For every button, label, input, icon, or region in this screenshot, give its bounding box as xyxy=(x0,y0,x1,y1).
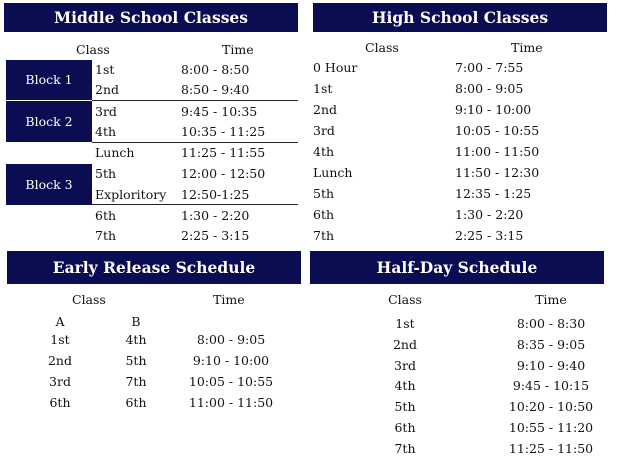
early-row-a: 6th xyxy=(49,395,71,410)
high-row-class: 1st xyxy=(313,81,333,96)
high-row-time: 9:10 - 10:00 xyxy=(455,102,532,117)
early-row-b: 5th xyxy=(125,353,147,368)
half-day-header xyxy=(310,251,604,284)
high-row-class: 4th xyxy=(313,144,335,159)
early-row-a: 1st xyxy=(50,332,70,347)
middle-row-time: 9:45 - 10:35 xyxy=(181,104,258,119)
high-row-class: Lunch xyxy=(313,165,353,180)
middle-row-class: 3rd xyxy=(95,104,117,119)
half-row-class: 1st xyxy=(395,316,415,331)
middle-row-class: 7th xyxy=(95,228,117,243)
middle-row-class: 1st xyxy=(95,62,115,77)
block-1-divider xyxy=(92,100,298,101)
half-row-time: 10:55 - 11:20 xyxy=(508,420,594,435)
middle-class-header: Class xyxy=(76,42,110,57)
high-row-class: 2nd xyxy=(313,102,338,117)
high-row-class: 6th xyxy=(313,207,335,222)
block-2-label: Block 2 xyxy=(6,101,92,142)
high-row-class: 7th xyxy=(313,228,335,243)
middle-row-class: 2nd xyxy=(95,82,120,97)
block-1-label: Block 1 xyxy=(6,60,92,100)
high-row-class: 3rd xyxy=(313,123,335,138)
middle-row-time: 11:25 - 11:55 xyxy=(181,145,266,160)
middle-row-time: 12:00 - 12:50 xyxy=(181,166,266,181)
half-row-time: 9:45 - 10:15 xyxy=(512,378,590,393)
early-row-b: 4th xyxy=(125,332,147,347)
middle-school-title: Middle School Classes xyxy=(53,8,249,27)
half-row-time: 8:35 - 9:05 xyxy=(516,337,586,352)
early-row-a: 3rd xyxy=(49,374,71,389)
block-3-label: Block 3 xyxy=(6,164,92,205)
middle-row-class: Exploritory xyxy=(95,187,167,202)
middle-row-class: 4th xyxy=(95,124,117,139)
middle-row-time: 1:30 - 2:20 xyxy=(181,208,250,223)
early-row-time: 11:00 - 11:50 xyxy=(188,395,274,410)
half-row-class: 4th xyxy=(394,378,416,393)
half-row-class: 2nd xyxy=(392,337,417,352)
half-row-time: 8:00 - 8:30 xyxy=(516,316,586,331)
high-row-time: 10:05 - 10:55 xyxy=(455,123,540,138)
block-2-divider xyxy=(92,142,298,143)
high-row-class: 5th xyxy=(313,186,335,201)
early-class-header: Class xyxy=(72,292,106,307)
middle-row-time: 8:50 - 9:40 xyxy=(181,82,250,97)
early-col-b-header: B xyxy=(131,314,141,329)
high-row-time: 8:00 - 9:05 xyxy=(455,81,524,96)
early-release-header xyxy=(7,251,301,284)
early-row-time: 9:10 - 10:00 xyxy=(192,353,270,368)
early-time-header: Time xyxy=(213,292,245,307)
half-row-time: 10:20 - 10:50 xyxy=(508,399,594,414)
high-row-time: 12:35 - 1:25 xyxy=(455,186,532,201)
high-row-class: 0 Hour xyxy=(313,60,358,75)
early-row-b: 6th xyxy=(125,395,147,410)
high-time-header: Time xyxy=(511,40,543,55)
early-row-b: 7th xyxy=(125,374,147,389)
half-time-header: Time xyxy=(535,292,567,307)
half-row-time: 9:10 - 9:40 xyxy=(516,358,586,373)
early-row-time: 8:00 - 9:05 xyxy=(196,332,266,347)
high-row-time: 11:00 - 11:50 xyxy=(455,144,540,159)
half-row-class: 6th xyxy=(394,420,416,435)
half-class-header: Class xyxy=(388,292,422,307)
middle-row-class: 5th xyxy=(95,166,117,181)
middle-row-class: Lunch xyxy=(95,145,135,160)
middle-time-header: Time xyxy=(222,42,254,57)
high-row-time: 2:25 - 3:15 xyxy=(455,228,524,243)
middle-row-class: 6th xyxy=(95,208,117,223)
high-row-time: 7:00 - 7:55 xyxy=(455,60,524,75)
high-school-title: High School Classes xyxy=(371,8,549,27)
middle-row-time: 8:00 - 8:50 xyxy=(181,62,250,77)
half-row-time: 11:25 - 11:50 xyxy=(508,441,594,456)
early-row-a: 2nd xyxy=(47,353,72,368)
half-day-title: Half-Day Schedule xyxy=(376,258,538,277)
middle-row-time: 12:50-1:25 xyxy=(181,187,250,202)
middle-row-time: 10:35 - 11:25 xyxy=(181,124,266,139)
high-class-header: Class xyxy=(365,40,399,55)
half-row-class: 3rd xyxy=(394,358,416,373)
block-3-divider xyxy=(92,204,298,205)
early-row-time: 10:05 - 10:55 xyxy=(188,374,274,389)
high-school-header xyxy=(313,3,607,32)
high-row-time: 11:50 - 12:30 xyxy=(455,165,540,180)
early-col-a-header: A xyxy=(55,314,65,329)
middle-school-header xyxy=(4,3,298,32)
half-row-class: 5th xyxy=(394,399,416,414)
middle-row-time: 2:25 - 3:15 xyxy=(181,228,250,243)
high-row-time: 1:30 - 2:20 xyxy=(455,207,524,222)
early-release-title: Early Release Schedule xyxy=(52,258,256,277)
half-row-class: 7th xyxy=(394,441,416,456)
